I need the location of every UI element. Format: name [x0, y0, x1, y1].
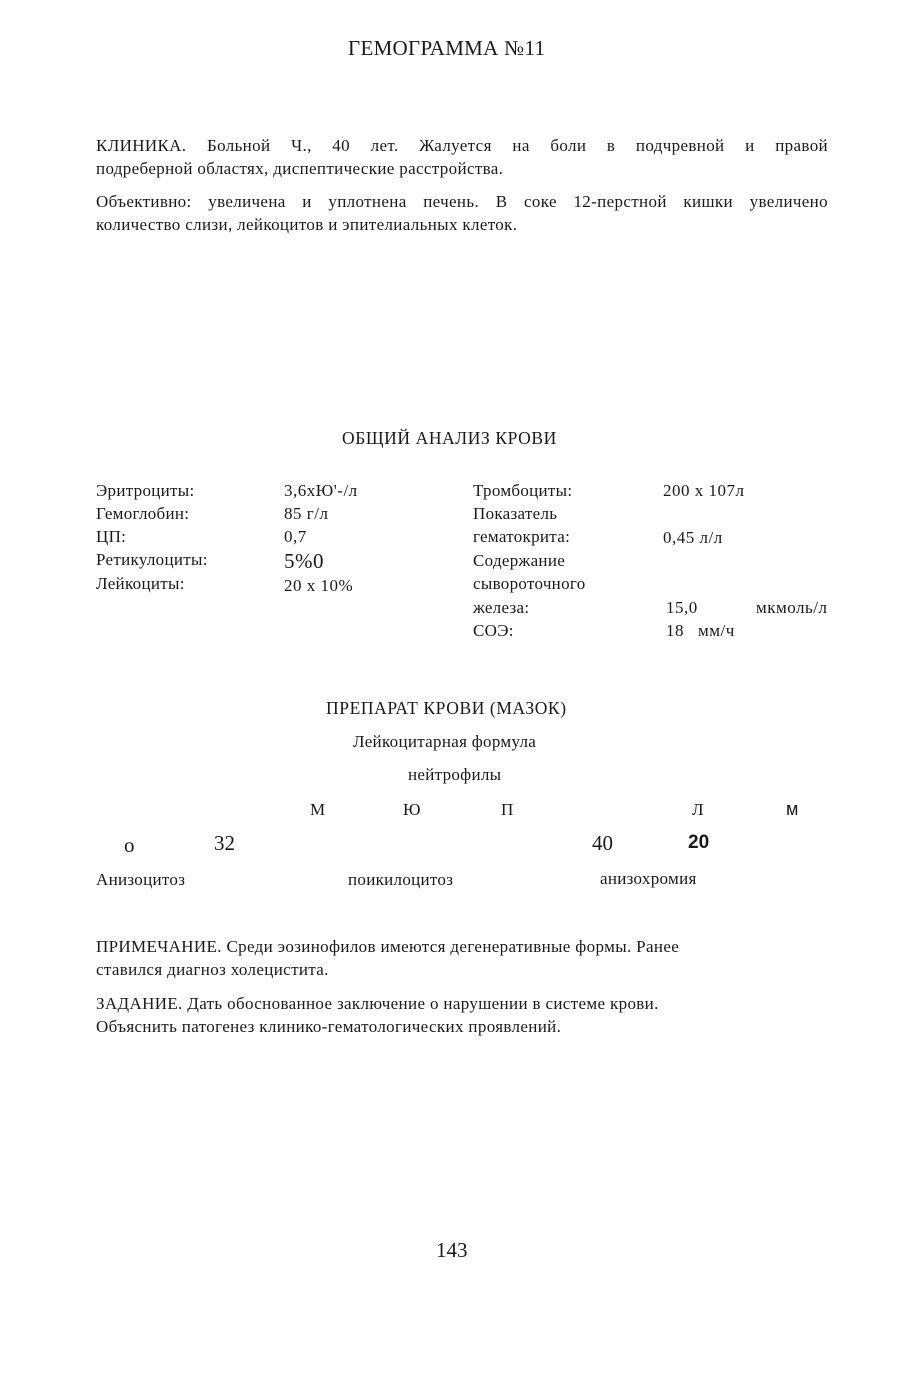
- leukocyte-formula-heading: Лейкоцитарная формула: [353, 732, 537, 751]
- esr-label: СОЭ:: [473, 621, 514, 640]
- page-title: ГЕМОГРАММА №11: [348, 36, 546, 60]
- column-m: М: [310, 800, 326, 819]
- anisocytosis-label: Анизоцитоз: [96, 870, 186, 889]
- objective-paragraph: [96, 190, 828, 236]
- note-line: ПРИМЕЧАНИЕ. Среди эозинофилов имеются дегенеративные формы. Ранее: [96, 937, 680, 956]
- reticulocytes-value: 5%0: [284, 549, 324, 573]
- objective-line: количество слизи, лейкоцитов и эпителиальных клеток.: [96, 215, 518, 234]
- clinic-paragraph: [96, 134, 828, 180]
- clinic-line: КЛИНИКА. Больной Ч., 40 лет. Жалуется на боли в подчревной и правой: [96, 136, 828, 155]
- column-p: П: [501, 800, 514, 819]
- column-yu: Ю: [403, 800, 421, 819]
- column-l: Л: [692, 800, 704, 819]
- smear-heading: ПРЕПАРАТ КРОВИ (МАЗОК): [326, 698, 567, 718]
- esr-value: 18: [666, 621, 684, 640]
- note-line: ставился диагноз холецистита.: [96, 960, 329, 979]
- platelets-value: 200 х 107л: [663, 481, 745, 500]
- task-line: Объяснить патогенез клинико-гематологических проявлений.: [96, 1017, 562, 1036]
- hematocrit-label: Показатель: [473, 504, 558, 523]
- column-m2: м: [786, 799, 799, 819]
- color-index-value: 0,7: [284, 527, 307, 546]
- reticulocytes-label: Ретикулоциты:: [96, 550, 208, 569]
- anisochromia-label: анизохромия: [600, 869, 697, 888]
- note-paragraph: [96, 935, 796, 981]
- task-line: ЗАДАНИЕ. Дать обоснованное заключение о нарушении в системе крови.: [96, 994, 659, 1013]
- erythrocytes-label: Эритроциты:: [96, 481, 195, 500]
- leukocytes-label: Лейкоциты:: [96, 574, 185, 593]
- platelets-label: Тромбоциты:: [473, 481, 573, 500]
- hemoglobin-label: Гемоглобин:: [96, 504, 190, 523]
- formula-value-32: 32: [214, 831, 235, 855]
- neutrophils-label: нейтрофилы: [408, 765, 502, 784]
- esr-unit: мм/ч: [698, 621, 735, 640]
- color-index-label: ЦП:: [96, 527, 127, 546]
- blood-analysis-heading: ОБЩИЙ АНАЛИЗ КРОВИ: [342, 428, 557, 448]
- serum-iron-label: Содержание: [473, 551, 566, 570]
- serum-iron-value: 15,0: [666, 598, 698, 617]
- formula-value-o: о: [124, 833, 135, 857]
- poikilocytosis-label: поикилоцитоз: [348, 870, 454, 889]
- task-paragraph: [96, 992, 796, 1038]
- formula-value-40: 40: [592, 831, 613, 855]
- clinic-line: подреберной областях, диспептические расстройства.: [96, 159, 504, 178]
- hematocrit-value: 0,45 л/л: [663, 528, 723, 547]
- page-number: 143: [436, 1238, 468, 1262]
- serum-iron-unit: мкмоль/л: [756, 598, 828, 617]
- formula-value-20: 20: [688, 832, 710, 853]
- leukocytes-value: 20 х 10%: [284, 576, 354, 595]
- serum-iron-label-end: железа:: [473, 598, 530, 617]
- hemoglobin-value: 85 г/л: [284, 504, 329, 523]
- serum-iron-label-cont: сывороточного: [473, 574, 586, 593]
- hematocrit-label-cont: гематокрита:: [473, 527, 571, 546]
- erythrocytes-value: 3,6хЮ'-/л: [284, 481, 358, 500]
- objective-line: Объективно: увеличена и уплотнена печень. В соке 12-перстной кишки увеличено: [96, 192, 828, 211]
